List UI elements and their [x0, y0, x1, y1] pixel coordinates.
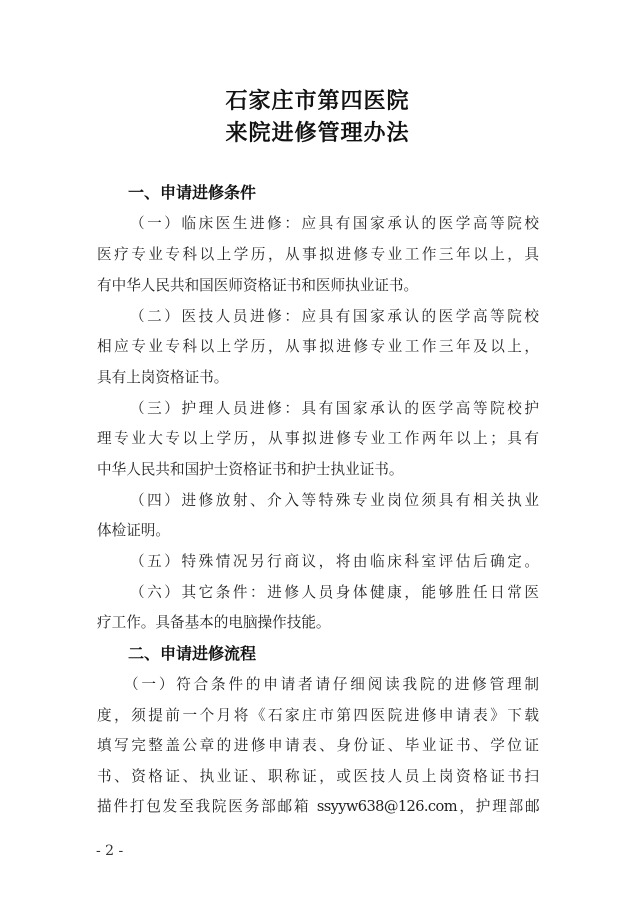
- paragraph-line: （一）符合条件的申请者请仔细阅读我院的进修管理制: [124, 676, 539, 693]
- paragraph-line: 医疗专业专科以上学历，从事拟进修专业工作三年以上，具: [97, 246, 539, 263]
- paragraph-line: 填写完整盖公章的进修申请表、身份证、毕业证书、学位证: [97, 737, 539, 754]
- section1-heading: 一、申请进修条件: [128, 183, 257, 202]
- paragraph-line: （五）特殊情况另行商议，将由临床科室评估后确定。: [130, 553, 539, 570]
- paragraph-line: （四）进修放射、介入等特殊专业岗位须具有相关执业: [130, 492, 539, 509]
- page-number: - 2 -: [96, 843, 124, 859]
- paragraph-line: 描件打包发至我院医务部邮箱 ssyyw638@126.com，护理部邮: [97, 798, 539, 815]
- paragraph-line: （二）医技人员进修：应具有国家承认的医学高等院校: [130, 308, 539, 325]
- document-title-line1: 石家庄市第四医院: [225, 89, 410, 114]
- paragraph-line: 有中华人民共和国医师资格证书和医师执业证书。: [97, 277, 419, 294]
- paragraph-line: 书、资格证、执业证、职称证，或医技人员上岗资格证书扫: [97, 768, 539, 785]
- paragraph-line: 体检证明。: [97, 522, 170, 539]
- paragraph-line: （六）其它条件：进修人员身体健康，能够胜任日常医: [130, 584, 539, 601]
- document-title-line2: 来院进修管理办法: [225, 121, 410, 146]
- paragraph-line: 中华人民共和国护士资格证书和护士执业证书。: [97, 461, 404, 478]
- paragraph-line: （三）护理人员进修：具有国家承认的医学高等院校护: [130, 400, 539, 417]
- paragraph-line: 具有上岗资格证书。: [97, 369, 229, 386]
- paragraph-line: 度，须提前一个月将《石家庄市第四医院进修申请表》下载: [97, 707, 539, 724]
- paragraph-line: （一）临床医生进修：应具有国家承认的医学高等院校: [130, 215, 539, 232]
- paragraph-line: 理专业大专以上学历，从事拟进修专业工作两年以上；具有: [97, 430, 539, 447]
- section2-heading: 二、申请进修流程: [128, 644, 257, 663]
- paragraph-line: 疗工作。具备基本的电脑操作技能。: [97, 614, 331, 631]
- paragraph-line: 相应专业专科以上学历，从事拟进修专业工作三年及以上，: [97, 338, 539, 355]
